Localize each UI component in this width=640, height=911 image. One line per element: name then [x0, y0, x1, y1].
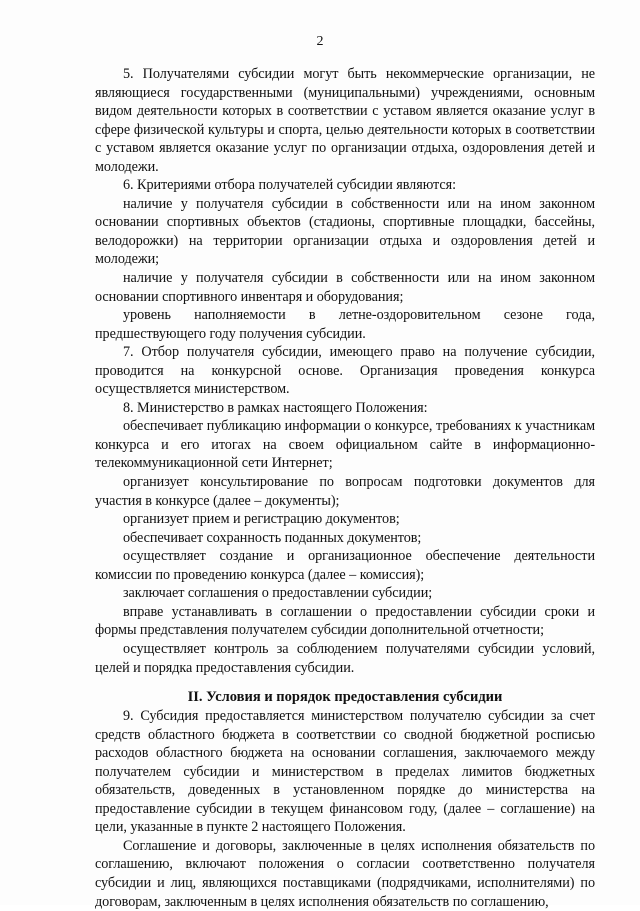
paragraph-agreement-consent: Соглашение и договоры, заключенные в целях исполнения обязательств по соглашению, включают положения о согласии соответственно получателя субсидии и лиц, являющихся поставщиками (подрядчиками, исполнителями) по договорам, заключенным в целях исполнения обязательств по соглашению,	[95, 837, 595, 910]
criterion-sports-equipment: наличие у получателя субсидии в собственности или на ином законном основании спортивного инвентаря и оборудования;	[95, 270, 595, 305]
document-body	[95, 65, 595, 911]
paragraph-8: 8. Министерство в рамках настоящего Положения:	[123, 399, 428, 416]
criterion-sports-facilities: наличие у получателя субсидии в собственности или на ином законном основании спортивных объектов (стадионы, спортивные площадки, бассейны, велодорожки) на территории организации отдыха и оздоровления детей и молодежи;	[95, 195, 595, 268]
paragraph-9: 9. Субсидия предоставляется министерством получателю субсидии за счет средств областного бюджета в соответствии со сводной бюджетной росписью расходов областного бюджета на основании соглашения, заключаемого между получателем субсидии и министерством в пределах лимитов бюджетных обязательств, доведенных в установленном порядке до министерства на предоставление субсидии в текущем финансовом году, (далее – соглашение) на цели, указанные в пункте 2 настоящего Положения.	[95, 708, 595, 836]
duty-publish-info: обеспечивает публикацию информации о конкурсе, требованиях к участникам конкурса и его итогах на своем официальном сайте в информационно-телекоммуникационной сети Интернет;	[95, 418, 595, 472]
page-number: 2	[316, 34, 324, 49]
paragraph-6: 6. Критериями отбора получателей субсидии являются:	[123, 177, 456, 194]
duty-receive-documents: организует прием и регистрацию документов;	[123, 511, 400, 528]
duty-reporting-terms: вправе устанавливать в соглашении о предоставлении субсидии сроки и формы представления получателем субсидии дополнительной отчетности;	[95, 603, 595, 639]
duty-store-documents: обеспечивает сохранность поданных документов;	[123, 529, 422, 546]
paragraph-7: 7. Отбор получателя субсидии, имеющего право на получение субсидии, проводится на конкурсной основе. Организация проведения конкурса осуществляется министерством.	[95, 344, 595, 398]
duty-consulting: организует консультирование по вопросам подготовки документов для участия в конкурсе (далее – документы);	[95, 474, 595, 509]
duty-create-commission: осуществляет создание и организационное обеспечение деятельности комиссии по проведению конкурса (далее – комиссия);	[95, 548, 595, 583]
duty-conclude-agreements: заключает соглашения о предоставлении субсидии;	[123, 585, 433, 602]
criterion-occupancy-level: уровень наполняемости в летне-оздоровительном сезоне года, предшествующего году получения субсидии.	[95, 307, 595, 342]
section-heading: II. Условия и порядок предоставления субсидии	[187, 689, 503, 706]
duty-control: осуществляет контроль за соблюдением получателями субсидии условий, целей и порядка предоставления субсидии.	[95, 640, 595, 676]
paragraph-5: 5. Получателями субсидии могут быть некоммерческие организации, не являющиеся государственными (муниципальными) учреждениями, основным видом деятельности которых в соответствии с уставом является оказание услуг в сфере физической культуры и спорта, целью деятельности которых в соответствии с уставом является оказание услуг по организации отдыха, оздоровления детей и молодежи.	[95, 66, 595, 175]
